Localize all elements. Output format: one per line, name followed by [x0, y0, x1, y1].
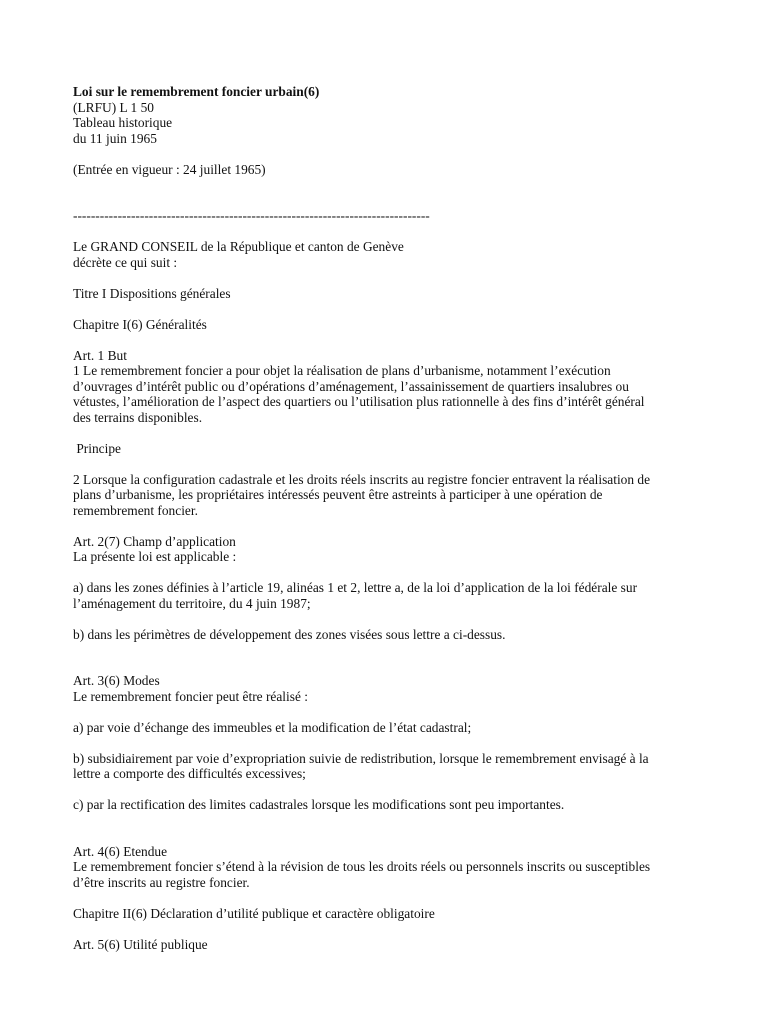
titre-heading: Titre I Dispositions générales: [73, 285, 231, 301]
art1-para2-line: 2 Lorsque la configuration cadastrale et les droits réels inscrits au registre foncier entravent la réalisation de: [73, 471, 651, 487]
document-title: Loi sur le remembrement foncier urbain(6): [73, 84, 320, 99]
entry-into-force: (Entrée en vigueur : 24 juillet 1965): [73, 161, 266, 177]
art4-heading: Art. 4(6) Etendue: [73, 843, 168, 859]
art3-item-b-line: lettre a comporte des difficultés excessives;: [73, 766, 306, 781]
chapitre-2-heading: Chapitre II(6) Déclaration d’utilité publique et caractère obligatoire: [73, 905, 435, 921]
art2-item-a-line: l’aménagement du territoire, du 4 juin 1987;: [73, 595, 311, 611]
art1-principe-label: Principe: [73, 440, 121, 456]
art1-heading: Art. 1 But: [73, 347, 127, 363]
art1-para1-line: 1 Le remembrement foncier a pour objet la réalisation de plans d’urbanisme, notamment l’exécution: [73, 363, 611, 378]
art3-heading: Art. 3(6) Modes: [73, 673, 160, 688]
art5-heading: Art. 5(6) Utilité publique: [73, 936, 208, 952]
law-date: du 11 juin 1965: [73, 130, 157, 146]
preamble-line-1: Le GRAND CONSEIL de la République et canton de Genève: [73, 239, 404, 254]
tableau-label: Tableau historique: [73, 115, 173, 130]
art3-item-a: a) par voie d’échange des immeubles et la modification de l’état cadastral;: [73, 719, 472, 735]
art1-para2-line: remembrement foncier.: [73, 502, 198, 518]
art1-para1-line: vétustes, l’amélioration de l’aspect des quartiers ou l’utilisation plus rationnelle à des fins d’intérêt général: [73, 394, 645, 409]
law-reference: (LRFU) L 1 50: [73, 99, 154, 115]
preamble-line-2: décrète ce qui suit :: [73, 254, 178, 270]
art1-para1-line: des terrains disponibles.: [73, 409, 203, 425]
art4-text-line: d’être inscrits au registre foncier.: [73, 874, 250, 890]
art2-intro: La présente loi est applicable :: [73, 549, 237, 564]
art4-text-line: Le remembrement foncier s’étend à la révision de tous les droits réels ou personnels inscrits ou susceptibles: [73, 859, 651, 874]
art3-item-b-line: b) subsidiairement par voie d’expropriation suivie de redistribution, lorsque le remembrement envisagé à la: [73, 750, 649, 766]
document-page: [73, 84, 693, 952]
separator-line: --------------------------------------------------------------------------------: [73, 208, 430, 223]
art3-item-c: c) par la rectification des limites cadastrales lorsque les modifications sont peu importantes.: [73, 797, 565, 812]
art2-item-b: b) dans les périmètres de développement des zones visées sous lettre a ci-dessus.: [73, 626, 506, 642]
art2-heading: Art. 2(7) Champ d’application: [73, 533, 236, 549]
chapitre-1-heading: Chapitre I(6) Généralités: [73, 316, 207, 332]
art1-para2-line: plans d’urbanisme, les propriétaires intéressés peuvent être astreints à participer à une opération de: [73, 487, 603, 502]
art1-para1-line: d’ouvrages d’intérêt public ou d’opérations d’aménagement, l’assainissement de quartiers insalubres ou: [73, 378, 629, 394]
art3-intro: Le remembrement foncier peut être réalisé :: [73, 688, 308, 704]
art2-item-a-line: a) dans les zones définies à l’article 19, alinéas 1 et 2, lettre a, de la loi d’application de la loi fédérale sur: [73, 580, 638, 595]
